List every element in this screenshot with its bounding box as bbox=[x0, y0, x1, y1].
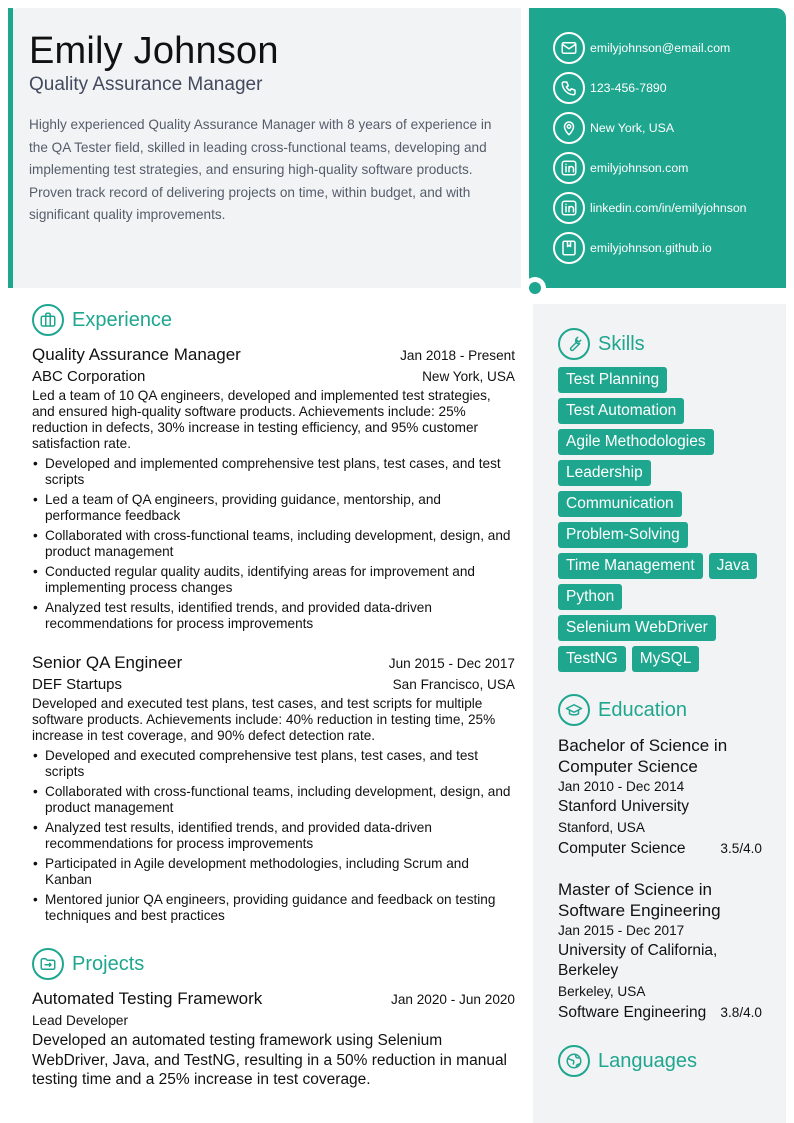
job-location: San Francisco, USA bbox=[392, 677, 515, 692]
education-item bbox=[558, 735, 762, 859]
job-bullets bbox=[32, 456, 515, 632]
skill-tag: Test Automation bbox=[558, 398, 684, 424]
list-item: • Developed and executed comprehensive test plans, test cases, and test scripts bbox=[32, 748, 515, 780]
skills-list bbox=[558, 367, 778, 672]
education-heading bbox=[558, 694, 687, 726]
project-title: Automated Testing Framework bbox=[32, 989, 263, 1008]
edu-location: Berkeley, USA bbox=[558, 984, 646, 999]
list-item: • Mentored junior QA engineers, providing guidance and feedback on testing techniques and best practices bbox=[32, 892, 515, 924]
job-dates: Jan 2018 - Present bbox=[400, 348, 515, 363]
education-item bbox=[558, 879, 762, 1023]
list-item: • Analyzed test results, identified trends, and provided data-driven recommendations for process improvements bbox=[32, 820, 515, 852]
list-item: • Participated in Agile development methodologies, including Scrum and Kanban bbox=[32, 856, 515, 888]
project-description: Developed an automated testing framework using Selenium WebDriver, Java, and TestNG, resulting in a 50% reduction in manual testing time and a 25% increase in test coverage. bbox=[32, 1032, 508, 1088]
languages-heading bbox=[558, 1045, 697, 1077]
experience-title: Experience bbox=[72, 308, 173, 331]
experience-item bbox=[32, 653, 515, 928]
linkedin-text: linkedin.com/in/emilyjohnson bbox=[590, 201, 747, 215]
skill-tag: Selenium WebDriver bbox=[558, 615, 716, 641]
job-dates: Jun 2015 - Dec 2017 bbox=[388, 656, 515, 671]
edu-degree: Master of Science in Software Engineering bbox=[558, 880, 721, 920]
list-item: • Conducted regular quality audits, identifying areas for improvement and implementing process changes bbox=[32, 564, 515, 596]
skill-tag: Communication bbox=[558, 491, 682, 517]
skills-title: Skills bbox=[598, 332, 645, 355]
list-item: • Collaborated with cross-functional teams, including development, design, and product management bbox=[32, 784, 515, 816]
project-dates: Jan 2020 - Jun 2020 bbox=[391, 992, 515, 1007]
list-item: • Analyzed test results, identified trends, and provided data-driven recommendations for process improvements bbox=[32, 600, 515, 632]
education-title: Education bbox=[598, 698, 687, 721]
projects-heading bbox=[32, 948, 144, 980]
job-title: Quality Assurance Manager bbox=[32, 345, 241, 364]
globe-icon bbox=[558, 1045, 590, 1077]
skill-tag: Problem-Solving bbox=[558, 522, 688, 548]
map-pin-icon bbox=[553, 112, 585, 144]
job-company: DEF Startups bbox=[32, 676, 123, 693]
job-location: New York, USA bbox=[422, 369, 515, 384]
job-company: ABC Corporation bbox=[32, 368, 146, 385]
folder-icon bbox=[32, 948, 64, 980]
mail-icon bbox=[553, 32, 585, 64]
project-role: Lead Developer bbox=[32, 1013, 128, 1028]
job-description: Developed and executed test plans, test cases, and test scripts for multiple software products. Achievements include: 40% reduction in testing time, 25% increase in test coverage, and 90% defect detection rate. bbox=[32, 696, 496, 743]
project-item bbox=[32, 989, 515, 1090]
edu-dates: Jan 2015 - Dec 2017 bbox=[558, 923, 685, 938]
edu-location: Stanford, USA bbox=[558, 820, 645, 835]
bookmark-box-icon bbox=[553, 232, 585, 264]
list-item: • Led a team of QA engineers, providing guidance, mentorship, and performance feedback bbox=[32, 492, 515, 524]
edu-field: Software Engineering bbox=[558, 1004, 707, 1021]
skill-tag: MySQL bbox=[632, 646, 700, 672]
job-description: Led a team of 10 QA engineers, developed and implemented test strategies, and ensured high-quality software products. Achievements include: 25% reduction in defects, 30% increase in testing efficiency, and 95% customer satisfaction rate. bbox=[32, 388, 491, 451]
languages-title: Languages bbox=[598, 1049, 697, 1072]
skill-tag: Java bbox=[709, 553, 758, 579]
github-text: emilyjohnson.github.io bbox=[590, 241, 712, 255]
skill-tag: TestNG bbox=[558, 646, 626, 672]
email-text: emilyjohnson@email.com bbox=[590, 41, 731, 55]
candidate-title: Quality Assurance Manager bbox=[29, 74, 263, 95]
job-bullets bbox=[32, 748, 515, 924]
contact-email[interactable] bbox=[553, 32, 730, 64]
briefcase-icon bbox=[32, 304, 64, 336]
experience-item bbox=[32, 345, 515, 636]
list-item: • Collaborated with cross-functional teams, including development, design, and product management bbox=[32, 528, 515, 560]
skill-tag: Time Management bbox=[558, 553, 703, 579]
contact-website[interactable] bbox=[553, 152, 688, 184]
contact-location bbox=[553, 112, 674, 144]
location-text: New York, USA bbox=[590, 121, 675, 135]
edu-dates: Jan 2010 - Dec 2014 bbox=[558, 779, 685, 794]
wrench-icon bbox=[558, 328, 590, 360]
skills-heading bbox=[558, 328, 645, 360]
website-text: emilyjohnson.com bbox=[590, 161, 689, 175]
candidate-name: Emily Johnson bbox=[29, 30, 279, 72]
skill-tag: Leadership bbox=[558, 460, 651, 486]
header-accent-bar bbox=[8, 8, 13, 288]
profile-summary: Highly experienced Quality Assurance Manager with 8 years of experience in the QA Tester field, skilled in leading cross-functional teams, developing and implementing test strategies, and ensuring high-quality software products. Proven track record of delivering projects on time, within budget, and with significant quality improvements. bbox=[29, 117, 492, 223]
phone-icon bbox=[553, 72, 585, 104]
skill-tag: Python bbox=[558, 584, 622, 610]
edu-degree: Bachelor of Science in Computer Science bbox=[558, 736, 728, 776]
linkedin-icon bbox=[553, 192, 585, 224]
list-item: • Developed and implemented comprehensive test plans, test cases, and test scripts bbox=[32, 456, 515, 488]
phone-text: 123-456-7890 bbox=[590, 81, 667, 95]
linkedin-icon bbox=[553, 152, 585, 184]
projects-title: Projects bbox=[72, 952, 145, 975]
edu-school: University of California, Berkeley bbox=[558, 942, 718, 979]
contact-phone[interactable] bbox=[553, 72, 667, 104]
skill-tag: Test Planning bbox=[558, 367, 667, 393]
timeline-dot bbox=[529, 282, 541, 294]
graduation-cap-icon bbox=[558, 694, 590, 726]
edu-gpa: 3.5/4.0 bbox=[720, 841, 762, 856]
edu-field: Computer Science bbox=[558, 840, 686, 857]
contact-github[interactable] bbox=[553, 232, 712, 264]
edu-gpa: 3.8/4.0 bbox=[720, 1005, 762, 1020]
skill-tag: Agile Methodologies bbox=[558, 429, 714, 455]
job-title: Senior QA Engineer bbox=[32, 653, 183, 672]
edu-school: Stanford University bbox=[558, 798, 689, 815]
contact-linkedin[interactable] bbox=[553, 192, 747, 224]
experience-heading bbox=[32, 304, 172, 336]
